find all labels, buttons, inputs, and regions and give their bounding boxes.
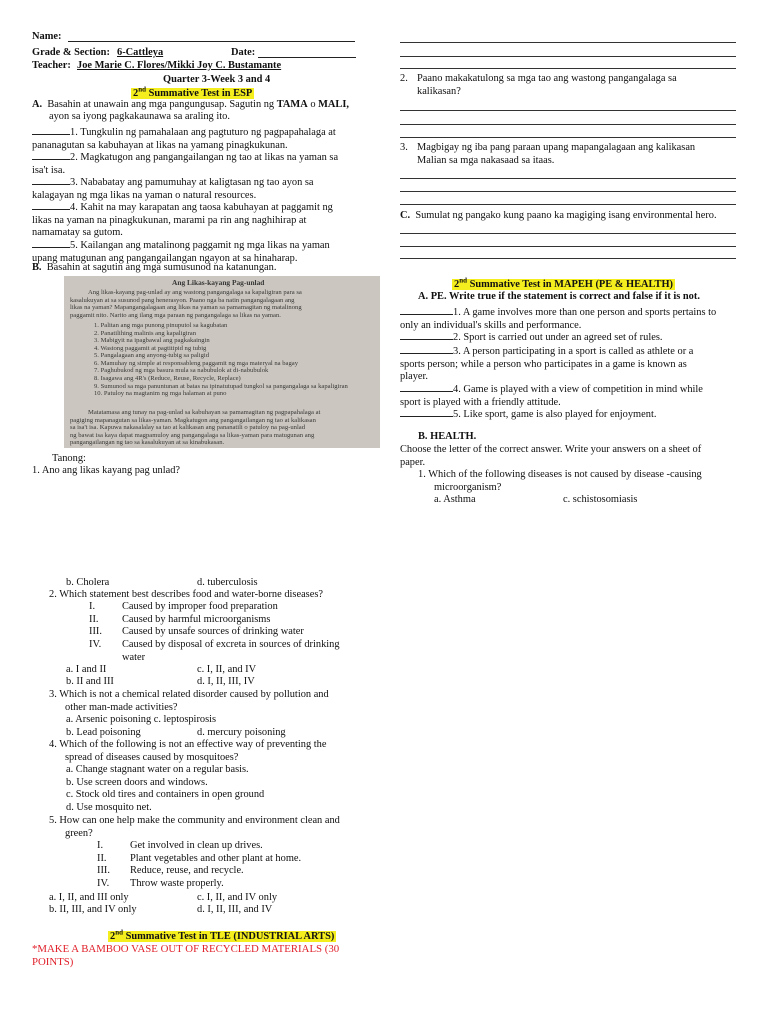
q2-roman: I. Caused by improper food preparation II. Caused by harmful microorganisms III. Caused by unsafe sources of drinking water IV. Caused by disposal of excreta in sources of drinking water [89,601,340,663]
answer-line[interactable] [400,258,736,259]
teacher-label: Teacher: [32,60,71,71]
pe-instruction: A. PE. Write true if the statement is correct and false if it is not. [418,291,700,302]
health-question-5: 5. How can one help make the community and environment clean and green? [49,815,340,839]
q5-option-c: c. I, II, and IV only [197,892,278,903]
esp-question-1: 1. Ano ang likas kayang pag unlad? [32,465,181,476]
q4-options: a. Change stagnant water on a regular basis. b. Use screen doors and windows. c. Stock old tires and containers in open ground d. Use mosquito net. [66,764,265,814]
teacher-value: Joe Marie C. Flores/Mikki Joy C. Bustamante [77,60,282,71]
esp-part-c-instruction: C. Sumulat ng pangako kung paano ka magiging isang environmental hero. [400,210,717,221]
esp-question-3: 3. Magbigay ng iba pang paraan upang mapangalagaan ang kalikasan Malian sa mga nakasaad sa itaas. [400,142,696,166]
pe-item: 3. A person participating in a sport is called as athlete or a sports person; while a person who participates in a game is known as player. [400,343,745,384]
q3-option-b: b. Lead poisoning [66,727,141,738]
q5-option-a: a. I, II, and III only [49,892,129,903]
esp-part-b-instruction: B. Basahin at sagutin ang mga sumusunod na katanungan. [32,262,277,273]
esp-item: 4. Kahit na may karapatan ang taosa kabuhayan at paggamit ng likas na yaman na pinagkukunan, marami pa rin ang naghihirap at namamatay sa gutom. [32,199,377,240]
esp-item: 1. Tungkulin ng pamahalaan ang pagtuturo ng pagpapahalaga at pananagutan sa kabuhayan at likas na yamang pinagkukunan. [32,124,372,152]
esp-item: 5. Kailangan ang matalinong paggamit ng mga likas na yaman upang matugunan ang pangangailangan ngayon at sa hinaharap. [32,237,377,265]
date-label: Date: [231,47,256,58]
q3-option-a: a. Arsenic poisoning c. leptospirosis [66,714,217,725]
answer-blank[interactable] [400,304,453,315]
esp-item: 3. Nababatay ang pamumuhay at kaligtasan ng tao ayon sa kalagayan ng mga likas na yaman o natural resources. [32,174,372,202]
answer-blank[interactable] [32,199,70,210]
answer-line[interactable] [400,191,736,192]
answer-blank[interactable] [32,149,70,160]
tle-title: 2nd Summative Test in TLE (INDUSTRIAL ARTS) [110,929,335,943]
name-label: Name: [32,31,62,42]
answer-blank[interactable] [400,406,453,417]
esp-title: 2nd Summative Test in ESP [133,86,253,100]
q2-option-a: a. I and II [66,664,107,675]
esp-part-a-instruction: A. Basahin at unawain ang mga pangungusap. Sagutin ng TAMA o MALI, [32,99,349,110]
answer-blank[interactable] [400,329,453,340]
answer-line[interactable] [400,178,736,179]
esp-part-a-instruction-cont: ayon sa iyong pagkakaunawa sa araling ito. [49,111,230,122]
answer-line[interactable] [400,246,736,247]
answer-line[interactable] [400,124,736,125]
tle-task: *MAKE A BAMBOO VASE OUT OF RECYCLED MATERIALS (30 POINTS) [32,943,340,969]
reading-passage-image [64,276,380,448]
passage-intro: Ang likas-kayang pag-unlad ay ang wastong pangangalaga sa kapaligiran para sa kasalukuyan at sa susunod pang henerasyon. Paano nga ba natin pangangalagaan ang likas na yaman? Mapangangalagaan ang likas na yaman sa pamamagitan ng matalinong paggamit nito. Narito ang ilang mga paraan ng pangangalaga sa likas na yaman. [70,289,302,319]
q2-option-d: d. I, II, III, IV [197,676,255,687]
answer-blank[interactable] [400,381,453,392]
answer-line[interactable] [400,137,736,138]
answer-line[interactable] [400,233,736,234]
date-line[interactable] [258,57,356,58]
q5-option-d: d. I, II, III, and IV [197,904,273,915]
answer-line[interactable] [400,56,736,57]
answer-line[interactable] [400,204,736,205]
health-question-1: 1. Which of the following diseases is not caused by disease -causing microorganism? [418,469,702,493]
answer-line[interactable] [400,42,736,43]
name-line[interactable] [68,41,355,42]
q3-option-d: d. mercury poisoning [197,727,286,738]
quarter-label: Quarter 3-Week 3 and 4 [163,74,271,85]
pe-item: 5. Like sport, game is also played for enjoyment. [400,406,745,422]
esp-question-2: 2. Paano makakatulong sa mga tao ang wastong pangangalaga sa kalikasan? [400,73,677,97]
answer-blank[interactable] [400,343,453,354]
passage-outro: Matatamasa ang tunay na pag-unlad sa kabuhayan sa pamamagitan ng pagpapahalaga at pagiging mapanagutan sa likas-yaman. Magkatugon ang pangangailangan ng tao at kalikasan sa isa't isa. Kapuwa nakasalalay sa tao at kalikasan ang pananatili o patuloy na pag-unlad ng bawat isa kaya dapat magpamuloy ang pangangalaga sa likas-yaman para matugunan ang pangangailangan ng tao sa kasalukuyan at sa kinabukasan. [70,409,321,447]
passage-title: Ang Likas-kayang Pag-unlad [172,278,265,287]
esp-item: 2. Magkatugon ang pangangailangan ng tao at likas na yaman sa isa't isa. [32,149,372,177]
answer-line[interactable] [400,68,736,69]
passage-list: 1. Palitan ang mga punong pinuputol sa kagubatan 2. Panatilihing malinis ang kapaligiran 3. Mabigyit na ipagbawal ang pagkakaingin 4. Wastong paggamit at pagtitipid ng tubig 5. Pangalagaan ang anyong-tubig sa paligid 6. Mamuhay ng simple at responsableng paggamit ng mga materyal na bagay 7. Paghubukod ng mga basura mula sa nabubulok at di-nabubulok 8. Isagawa ang 4R's (Reduce, Reuse, Recycle, Replace) 9. Sumunod sa mga panuntunan at batas na ipinatutupad tungkol sa pangangalaga sa kapaligiran 10. Patuloy na magtanim ng mga halaman at puno [94,322,348,398]
answer-blank[interactable] [32,237,70,248]
answer-blank[interactable] [32,124,70,135]
q5-roman: I. Get involved in clean up drives. II. Plant vegetables and other plant at home. III. Reduce, reuse, and recycle. IV. Throw waste properly. [97,840,302,890]
q2-option-b: b. II and III [66,676,114,687]
tanong-label: Tanong: [52,453,86,464]
h-q1-option-c: c. schistosomiasis [563,494,638,505]
health-question-2: 2. Which statement best describes food and water-borne diseases? [49,589,323,600]
pe-item: 2. Sport is carried out under an agreed set of rules. [400,329,745,345]
answer-line[interactable] [400,110,736,111]
q5-option-b: b. II, III, and IV only [49,904,137,915]
answer-blank[interactable] [32,174,70,185]
health-question-4: 4. Which of the following is not an effective way of preventing the spread of diseases caused by mosquitoes? [49,739,327,763]
health-instruction: Choose the letter of the correct answer. Write your answers on a sheet of paper. [400,444,702,468]
mapeh-title: 2nd Summative Test in MAPEH (PE & HEALTH) [454,277,673,291]
q1-option-b: b. Cholera [66,577,110,588]
pe-item: 4. Game is played with a view of competition in mind while sport is played with a friendly attitude. [400,381,745,409]
health-question-3: 3. Which is not a chemical related disorder caused by pollution and other man-made activities? [49,689,329,713]
grade-section-label: Grade & Section: [32,47,110,58]
pe-item: 1. A game involves more than one person and sports pertains to only an individual's skills and performance. [400,304,745,332]
q2-option-c: c. I, II, and IV [197,664,257,675]
q1-option-d: d. tuberculosis [197,577,258,588]
h-q1-option-a: a. Asthma [434,494,476,505]
health-heading: B. HEALTH. [418,431,477,442]
grade-section-value: 6-Cattleya [117,47,164,58]
